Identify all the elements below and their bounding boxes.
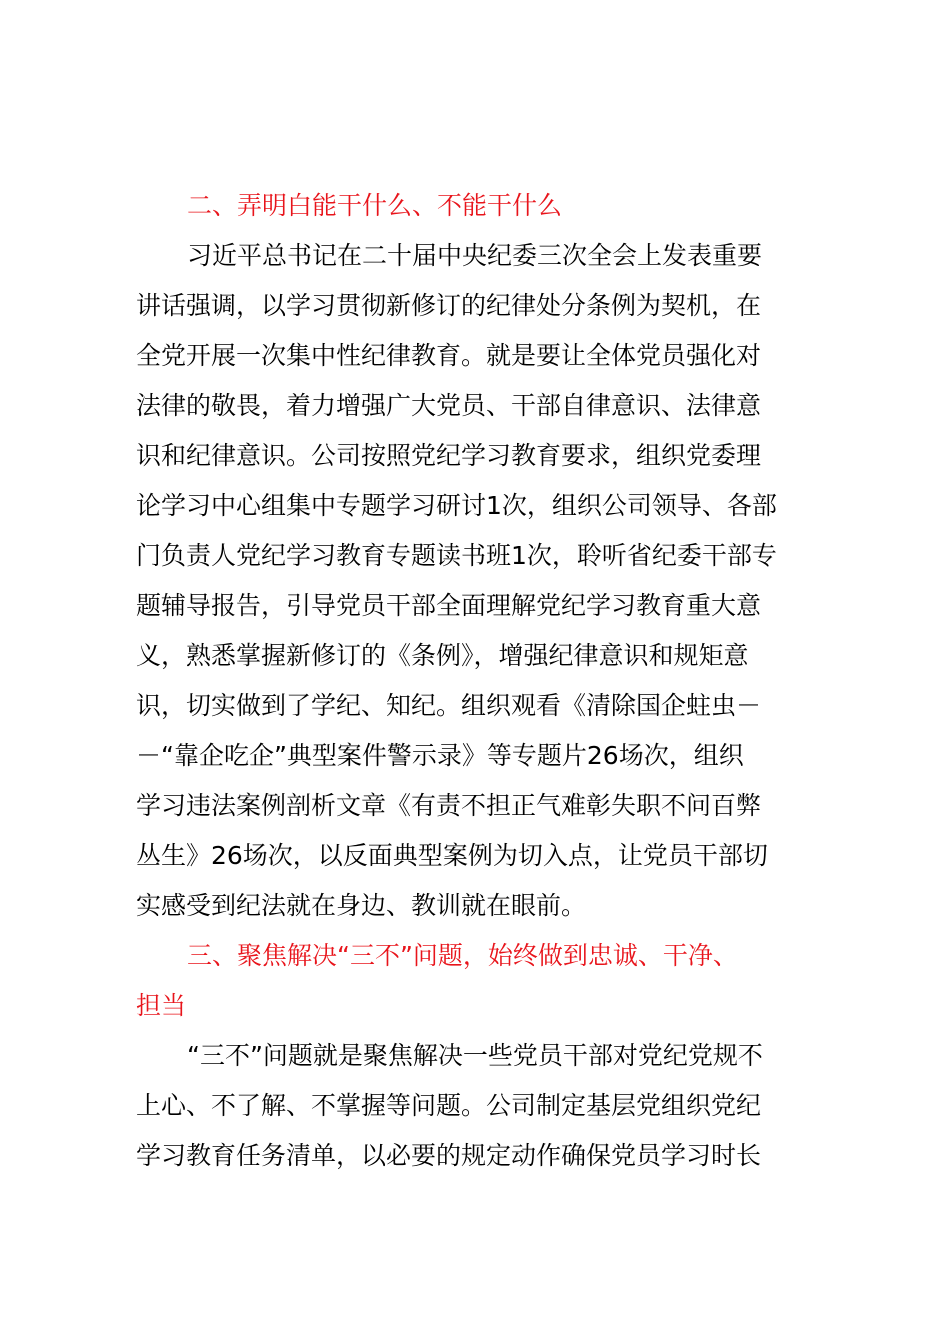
paragraph-line: 全党开展一次集中性纪律教育。就是要让全体党员强化对 — [136, 341, 762, 370]
section-heading-3-continued: 担当 — [136, 991, 187, 1020]
paragraph-line: 法律的敬畏，着力增强广大党员、干部自律意识、法律意 — [136, 391, 762, 420]
section-heading-2: 二、弄明白能干什么、不能干什么 — [187, 191, 563, 220]
section-heading-3: 三、聚焦解决“三不”问题，始终做到忠诚、干净、 — [187, 941, 738, 970]
paragraph-line: 识，切实做到了学纪、知纪。组织观看《清除国企蛀虫－ — [136, 691, 762, 720]
paragraph-line: 义，熟悉掌握新修订的《条例》，增强纪律意识和规矩意 — [136, 641, 749, 670]
paragraph-line: 习近平总书记在二十届中央纪委三次全会上发表重要 — [187, 241, 763, 270]
paragraph-line: 识和纪律意识。公司按照党纪学习教育要求，组织党委理 — [136, 441, 762, 470]
paragraph-line: 学习教育任务清单，以必要的规定动作确保党员学习时长 — [136, 1141, 762, 1170]
paragraph-line: 论学习中心组集中专题学习研讨1次，组织公司领导、各部 — [136, 491, 777, 520]
paragraph-line: 门负责人党纪学习教育专题读书班1次，聆听省纪委干部专 — [136, 541, 777, 570]
paragraph-line: 题辅导报告，引导党员干部全面理解党纪学习教育重大意 — [136, 591, 762, 620]
paragraph-line: “三不”问题就是聚焦解决一些党员干部对党纪党规不 — [187, 1041, 763, 1070]
paragraph-line: 讲话强调，以学习贯彻新修订的纪律处分条例为契机，在 — [136, 291, 762, 320]
paragraph-line: －“靠企吃企”典型案件警示录》等专题片26场次，组织 — [136, 741, 744, 770]
paragraph-line: 实感受到纪法就在身边、教训就在眼前。 — [136, 891, 587, 920]
paragraph-line: 学习违法案例剖析文章《有责不担正气难彰失职不问百弊 — [136, 791, 762, 820]
paragraph-line: 丛生》26场次，以反面典型案例为切入点，让党员干部切 — [136, 841, 768, 870]
paragraph-line: 上心、不了解、不掌握等问题。公司制定基层党组织党纪 — [136, 1091, 762, 1120]
